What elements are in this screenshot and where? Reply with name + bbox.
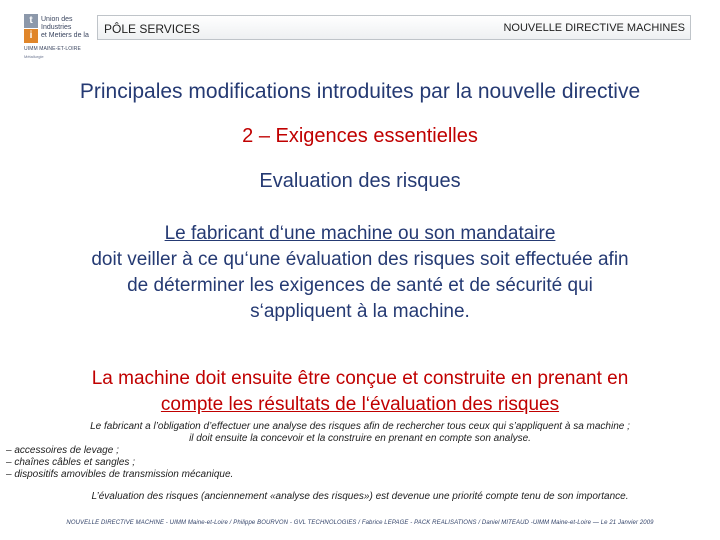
logo-brand-line-3: et Metiers de la [41,32,89,39]
header-directive-title: NOUVELLE DIRECTIVE MACHINES [503,22,685,34]
design-line-2: compte les résultats de l‘évaluation des risques [160,394,560,415]
logo-tile-t: t [24,14,38,28]
logo-brand-line-2: Industries [41,24,72,31]
design-line-1: La machine doit ensuite être conçue et construite en prenant en [91,368,629,389]
logo-brand-text [41,16,89,40]
slide-title: Principales modifications introduites par la nouvelle directive [79,80,641,103]
obligation-line-4: s‘appliquent à la machine. [250,301,470,322]
logo-tile-i: i [24,29,38,43]
header-pole-services: PÔLE SERVICES [104,22,200,36]
obligation-paragraph [10,221,710,325]
uimm-logo [24,14,90,64]
section-heading: Evaluation des risques [259,170,461,192]
note-line-2: il doit ensuite la concevoir et la construire en prenant en compte son analyse. [189,433,531,444]
logo-sub-line-2: Métallurgie [24,54,44,59]
logo-sub-line: UIMM MAINE-ET-LOIRE [24,46,81,52]
note-list-item-transmission: – dispositifs amovibles de transmission mécanique. [6,469,234,480]
design-paragraph [10,366,710,418]
note-list-item-lifting: – accessoires de levage ; [6,445,119,456]
note-list-item-chains: – chaînes câbles et sangles ; [6,457,135,468]
slide-subtitle: 2 – Exigences essentielles [242,125,478,147]
footer-credits: NOUVELLE DIRECTIVE MACHINE - UIMM Maine-et-Loire / Philippe BOURVON - GVL TECHNOLOGIES / Fabrice LEPAGE - PACK REALISATIONS / Daniel MITEAUD -UIMM Maine-et-Loire — Le 21 Janvier 2009 [66,520,654,526]
logo-tiles [24,14,38,44]
logo-brand-line-1: Union des [41,16,73,23]
obligation-line-2: doit veiller à ce qu‘une évaluation des risques soit effectuée afin [91,249,629,270]
note-line-1: Le fabricant a l’obligation d’effectuer une analyse des risques afin de rechercher tous ceux qui s’appliquent à sa machine ; [90,421,630,432]
header-bar [97,15,691,40]
obligation-line-3: de déterminer les exigences de santé et de sécurité qui [127,275,593,296]
note-conclusion: L’évaluation des risques (anciennement «analyse des risques») est devenue une priorité compte tenu de son importance. [91,491,629,502]
obligation-line-1: Le fabricant d‘une machine ou son mandataire [164,223,556,244]
